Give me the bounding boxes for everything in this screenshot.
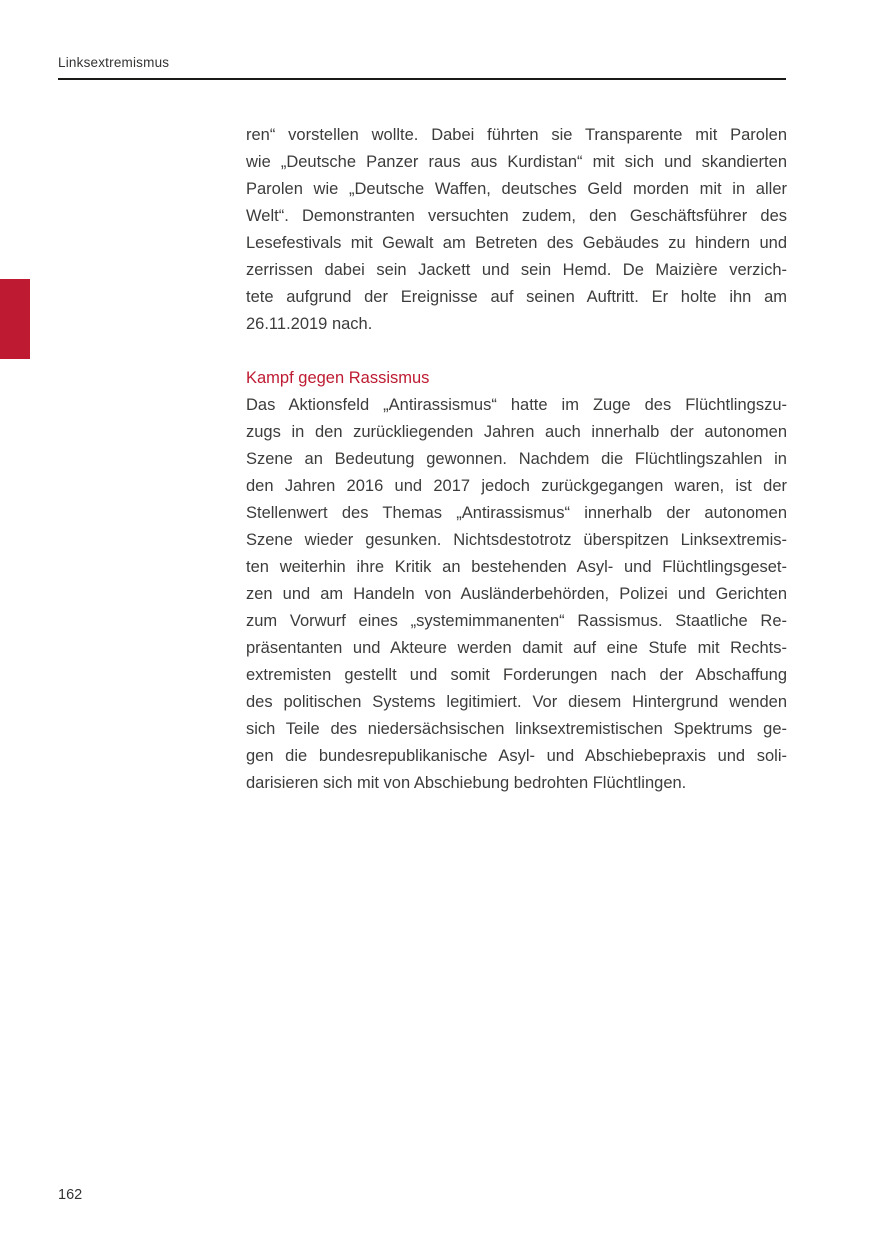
- text-line: darisieren sich mit von Abschiebung bedrohten Flüchtlingen.: [246, 774, 687, 792]
- running-header: Linksextremismus: [58, 55, 170, 70]
- text-line: Stellenwert des Themas „Antirassismus“ innerhalb der autonomen: [246, 504, 787, 522]
- header-rule: [58, 78, 786, 80]
- text-line: Lesefestivals mit Gewalt am Betreten des Gebäudes zu hindern und: [246, 234, 787, 252]
- text-line: sich Teile des niedersächsischen linksextremistischen Spektrums ge-: [246, 720, 787, 738]
- text-line: den Jahren 2016 und 2017 jedoch zurückgegangen waren, ist der: [246, 477, 787, 495]
- text-line: des politischen Systems legitimiert. Vor diesem Hintergrund wenden: [246, 693, 787, 711]
- text-line: gen die bundesrepublikanische Asyl- und Abschiebepraxis und soli-: [246, 747, 787, 765]
- text-line: 26.11.2019 nach.: [246, 315, 373, 333]
- text-line: zerrissen dabei sein Jackett und sein Hemd. De Maizière verzich-: [246, 261, 787, 279]
- section-heading: Kampf gegen Rassismus: [246, 369, 430, 387]
- text-line: Welt“. Demonstranten versuchten zudem, den Geschäftsführer des: [246, 207, 787, 225]
- text-line: wie „Deutsche Panzer raus aus Kurdistan“ mit sich und skandierten: [246, 153, 787, 171]
- body-text-block: [246, 122, 787, 797]
- text-line: tete aufgrund der Ereignisse auf seinen Auftritt. Er holte ihn am: [246, 288, 787, 306]
- text-line: Szene wieder gesunken. Nichtsdestotrotz überspitzen Linksextremis-: [246, 531, 787, 549]
- paragraph-1: [246, 122, 787, 338]
- chapter-marker-bar: [0, 279, 30, 359]
- text-line: Das Aktionsfeld „Antirassismus“ hatte im Zuge des Flüchtlingszu-: [246, 396, 787, 414]
- text-line: zum Vorwurf eines „systemimmanenten“ Rassismus. Staatliche Re-: [246, 612, 787, 630]
- page-number: 162: [58, 1187, 83, 1203]
- text-line: Szene an Bedeutung gewonnen. Nachdem die Flüchtlingszahlen in: [246, 450, 787, 468]
- text-line: zugs in den zurückliegenden Jahren auch innerhalb der autonomen: [246, 423, 787, 441]
- text-line: zen und am Handeln von Ausländerbehörden, Polizei und Gerichten: [246, 585, 787, 603]
- text-line: Parolen wie „Deutsche Waffen, deutsches Geld morden mit in aller: [246, 180, 787, 198]
- text-line: ten weiterhin ihre Kritik an bestehenden Asyl- und Flüchtlingsgeset-: [246, 558, 787, 576]
- text-line: präsentanten und Akteure werden damit auf eine Stufe mit Rechts-: [246, 639, 787, 657]
- paragraph-2: [246, 392, 787, 797]
- paragraph-spacer: [246, 338, 787, 365]
- text-line: extremisten gestellt und somit Forderungen nach der Abschaffung: [246, 666, 787, 684]
- text-line: ren“ vorstellen wollte. Dabei führten sie Transparente mit Parolen: [246, 126, 787, 144]
